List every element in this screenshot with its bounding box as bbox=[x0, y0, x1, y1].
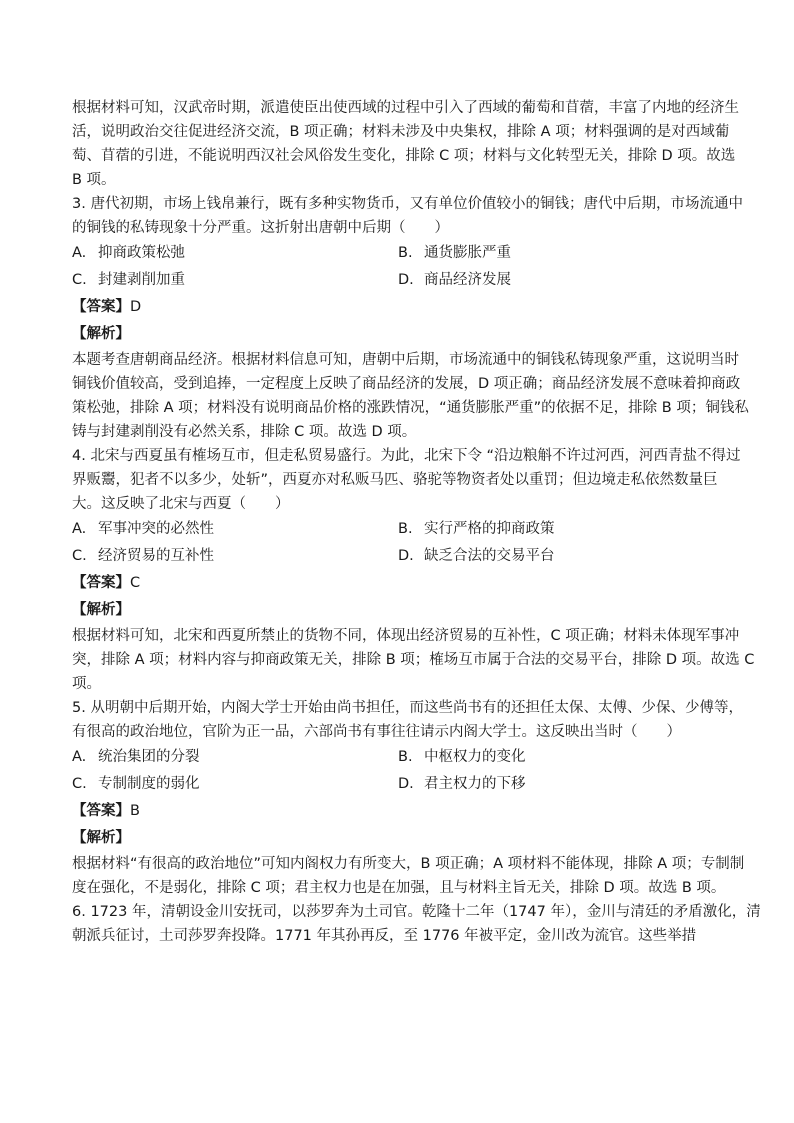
option-a: A. 抑商政策松弛 bbox=[72, 245, 185, 261]
answer-value: C bbox=[130, 575, 141, 591]
option-d: D. 君主权力的下移 bbox=[398, 776, 526, 792]
answer-value: B bbox=[130, 803, 140, 819]
option-b: B. 通货膨胀严重 bbox=[398, 245, 511, 261]
document-page bbox=[72, 96, 761, 948]
option-a: A. 军事冲突的必然性 bbox=[72, 521, 214, 537]
options bbox=[72, 516, 724, 570]
option-c: C. 封建剥削加重 bbox=[72, 272, 185, 288]
question-3 bbox=[72, 192, 749, 444]
analysis-line: B 项。 bbox=[72, 172, 116, 188]
question-5 bbox=[72, 696, 745, 900]
analysis-line: 根据材料可知，汉武帝时期，派遣使臣出使西域的过程中引入了西域的葡萄和苜蓿，丰富了内地的经济生 bbox=[72, 100, 739, 116]
options bbox=[72, 744, 724, 798]
question-stem-line: 6. 1723 年，清朝设金川安抚司，以莎罗奔为土司官。乾隆十二年（1747 年），金川与清廷的矛盾激化，清 bbox=[72, 904, 761, 920]
question-stem-line: 大。这反映了北宋与西夏（ ） bbox=[72, 496, 290, 512]
option-a: A. 统治集团的分裂 bbox=[72, 749, 200, 765]
question-stem-line: 界贩鬻，犯者不以多少，处斩”，西夏亦对私贩马匹、骆驼等物资者处以重罚；但边境走私依然数量巨 bbox=[72, 472, 718, 488]
question-stem-line: 有很高的政治地位，官阶为正一品，六部尚书有事往往请示内阁大学士。这反映出当时（ ） bbox=[72, 724, 681, 740]
answer-line: 【答案】B bbox=[72, 803, 140, 819]
intro-analysis bbox=[72, 96, 739, 192]
question-stem-line: 的铜钱的私铸现象十分严重。这折射出唐朝中后期（ ） bbox=[72, 220, 449, 236]
analysis-heading: 【解析】 bbox=[72, 326, 130, 342]
answer-label: 答案 bbox=[86, 575, 116, 591]
analysis-line: 本题考查唐朝商品经济。根据材料信息可知，唐朝中后期，市场流通中的铜钱私铸现象严重，这说明当时 bbox=[72, 352, 739, 368]
analysis-line: 铸与封建剥削没有必然关系，排除 C 项。故选 D 项。 bbox=[72, 424, 417, 440]
answer-label: 答案 bbox=[86, 299, 116, 315]
answer-line: 【答案】D bbox=[72, 299, 142, 315]
question-stem-line: 3. 唐代初期，市场上钱帛兼行，既有多种实物货币，又有单位价值较小的铜钱；唐代中后期，市场流通中 bbox=[72, 196, 743, 212]
question-6 bbox=[72, 900, 761, 948]
options bbox=[72, 240, 724, 294]
option-c: C. 经济贸易的互补性 bbox=[72, 548, 214, 564]
analysis-heading: 【解析】 bbox=[72, 830, 130, 846]
option-d: D. 缺乏合法的交易平台 bbox=[398, 548, 555, 564]
question-stem-line: 4. 北宋与西夏虽有榷场互市，但走私贸易盛行。为此，北宋下令 “沿边粮斛不许过河西，河西青盐不得过 bbox=[72, 448, 741, 464]
analysis-line: 根据材料可知，北宋和西夏所禁止的货物不同，体现出经济贸易的互补性，C 项正确；材料未体现军事冲 bbox=[72, 628, 740, 644]
analysis-line: 项。 bbox=[72, 676, 101, 692]
analysis-line: 铜钱价值较高，受到追捧，一定程度上反映了商品经济的发展，D 项正确；商品经济发展不意味着抑商政 bbox=[72, 376, 741, 392]
option-d: D. 商品经济发展 bbox=[398, 272, 511, 288]
analysis-line: 突，排除 A 项；材料内容与抑商政策无关，排除 B 项；榷场互市属于合法的交易平台，排除 D 项。故选 C bbox=[72, 652, 755, 668]
option-b: B. 实行严格的抑商政策 bbox=[398, 521, 555, 537]
question-stem-line: 5. 从明朝中后期开始，内阁大学士开始由尚书担任，而这些尚书有的还担任太保、太傅、少保、少傅等， bbox=[72, 700, 743, 716]
option-b: B. 中枢权力的变化 bbox=[398, 749, 526, 765]
option-c: C. 专制制度的弱化 bbox=[72, 776, 200, 792]
answer-label: 答案 bbox=[86, 803, 116, 819]
question-4 bbox=[72, 444, 755, 696]
analysis-heading: 【解析】 bbox=[72, 602, 130, 618]
answer-line: 【答案】C bbox=[72, 575, 141, 591]
analysis-line: 度在强化，不是弱化，排除 C 项；君主权力也是在加强，且与材料主旨无关，排除 D 项。故选 B 项。 bbox=[72, 880, 726, 896]
analysis-line: 萄、苜蓿的引进，不能说明西汉社会风俗发生变化，排除 C 项；材料与文化转型无关，排除 D 项。故选 bbox=[72, 148, 736, 164]
analysis-line: 策松弛，排除 A 项；材料没有说明商品价格的涨跌情况，“通货膨胀严重”的依据不足，排除 B 项；铜钱私 bbox=[72, 400, 749, 416]
answer-value: D bbox=[130, 299, 142, 315]
question-stem-line: 朝派兵征讨，土司莎罗奔投降。1771 年其孙再反，至 1776 年被平定，金川改为流官。这些举措 bbox=[72, 928, 697, 944]
analysis-line: 根据材料“有很高的政治地位”可知内阁权力有所变大，B 项正确；A 项材料不能体现，排除 A 项；专制制 bbox=[72, 856, 745, 872]
analysis-line: 活，说明政治交往促进经济交流，B 项正确；材料未涉及中央集权，排除 A 项；材料强调的是对西域葡 bbox=[72, 124, 730, 140]
